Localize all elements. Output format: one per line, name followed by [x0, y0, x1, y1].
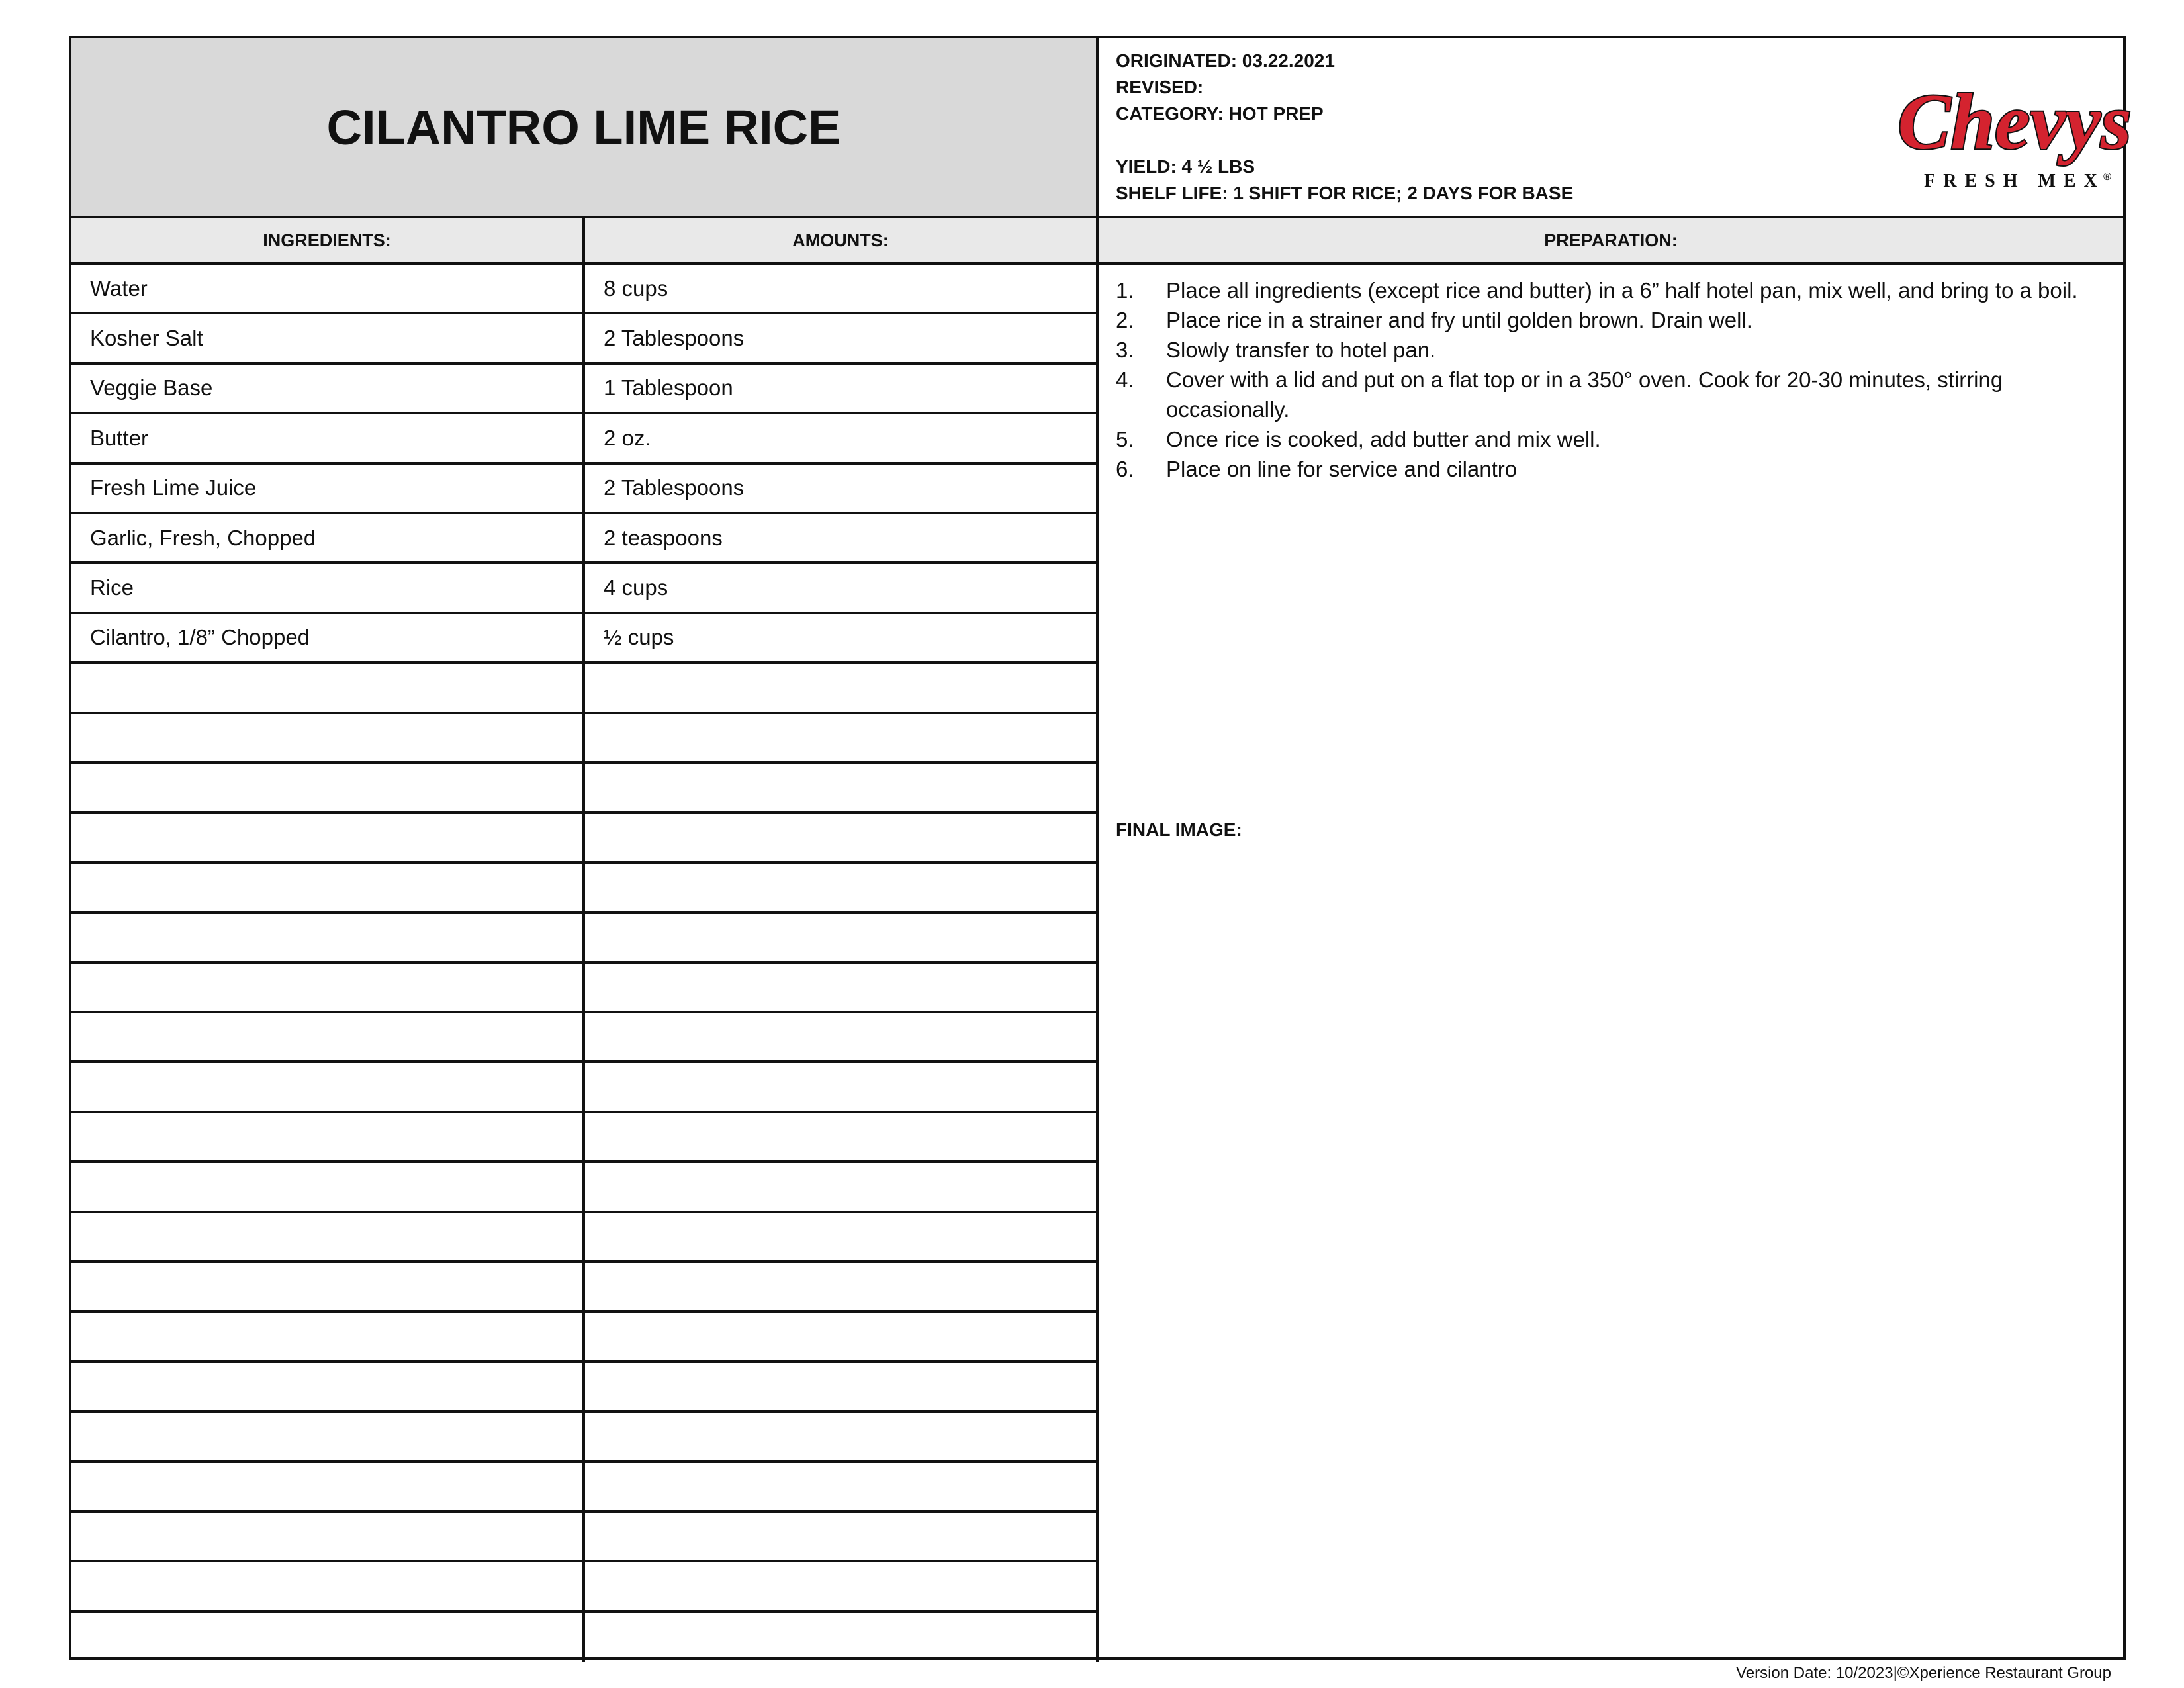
ingredient-name: Cilantro, 1/8” Chopped	[71, 614, 585, 661]
logo-brand: Chevys	[1897, 77, 2132, 165]
ingredient-name	[71, 1463, 585, 1510]
ingredient-name	[71, 1562, 585, 1609]
step-text: Cover with a lid and put on a flat top or in a 350° oven. Cook for 20-30 minutes, stirring occasionally.	[1166, 367, 2003, 422]
table-row	[71, 514, 1099, 564]
ingredient-amount	[585, 714, 1099, 761]
table-row	[71, 1463, 1099, 1513]
ingredient-amount	[585, 814, 1099, 861]
ingredient-amount	[585, 1363, 1099, 1410]
ingredient-name: Water	[71, 265, 585, 312]
table-row	[71, 714, 1099, 764]
table-row	[71, 414, 1099, 464]
ingredient-name	[71, 914, 585, 961]
logo-tagline: FRESH MEX	[1924, 171, 2105, 191]
table-row	[71, 314, 1099, 364]
ingredient-amount	[585, 764, 1099, 811]
ingredient-amount: ½ cups	[585, 614, 1099, 661]
ingredient-amount	[585, 1562, 1099, 1609]
ingredient-name: Rice	[71, 564, 585, 611]
step-number: 5.	[1116, 427, 1134, 451]
ingredient-amount: 8 cups	[585, 265, 1099, 312]
ingredient-amount	[585, 1313, 1099, 1360]
ingredient-name	[71, 864, 585, 911]
ingredient-amount	[585, 1113, 1099, 1160]
ingredient-name	[71, 1163, 585, 1210]
ingredient-amount: 2 teaspoons	[585, 514, 1099, 561]
table-row	[71, 1213, 1099, 1263]
ingredient-name	[71, 1513, 585, 1560]
ingredient-name: Kosher Salt	[71, 314, 585, 361]
ingredient-amount	[585, 1513, 1099, 1560]
meta-cell	[1099, 38, 2132, 218]
ingredient-amount	[585, 1213, 1099, 1260]
ingredient-amount	[585, 864, 1099, 911]
step-text: Place on line for service and cilantro	[1166, 457, 1518, 481]
table-row	[71, 614, 1099, 664]
preparation-step	[1116, 365, 2095, 424]
ingredient-amount	[585, 914, 1099, 961]
ingredient-name: Veggie Base	[71, 365, 585, 412]
table-row	[71, 365, 1099, 414]
ingredient-amount	[585, 964, 1099, 1011]
table-row	[71, 964, 1099, 1013]
preparation-column-header: PREPARATION:	[1099, 218, 2123, 265]
table-row	[71, 1013, 1099, 1063]
ingredient-amount: 4 cups	[585, 564, 1099, 611]
preparation-step	[1116, 305, 2095, 335]
table-row	[71, 914, 1099, 963]
step-number: 6.	[1116, 457, 1134, 481]
recipe-card	[69, 36, 2132, 1660]
title-cell	[71, 38, 1099, 218]
step-number: 2.	[1116, 308, 1134, 332]
ingredient-amount: 2 oz.	[585, 414, 1099, 461]
ingredient-name	[71, 814, 585, 861]
ingredient-name	[71, 1263, 585, 1310]
table-row	[71, 1313, 1099, 1362]
ingredient-name	[71, 764, 585, 811]
ingredient-amount: 2 Tablespoons	[585, 314, 1099, 361]
ingredient-name	[71, 664, 585, 711]
ingredient-name	[71, 1113, 585, 1160]
recipe-title: CILANTRO LIME RICE	[326, 99, 841, 155]
ingredient-amount	[585, 1463, 1099, 1510]
table-row	[71, 764, 1099, 814]
ingredient-name	[71, 1013, 585, 1060]
shelf-life: SHELF LIFE: 1 SHIFT FOR RICE; 2 DAYS FOR BASE	[1116, 183, 1574, 203]
ingredient-name	[71, 1363, 585, 1410]
ingredient-amount	[585, 1263, 1099, 1310]
preparation-step	[1116, 424, 2095, 454]
step-number: 4.	[1116, 367, 1134, 392]
step-text: Place rice in a strainer and fry until golden brown. Drain well.	[1166, 308, 1752, 332]
ingredient-name: Garlic, Fresh, Chopped	[71, 514, 585, 561]
ingredient-name	[71, 964, 585, 1011]
table-row	[71, 664, 1099, 714]
category: CATEGORY: HOT PREP	[1116, 103, 1324, 124]
table-row	[71, 1263, 1099, 1313]
table-row	[71, 1613, 1099, 1662]
ingredient-amount	[585, 1013, 1099, 1060]
step-number: 1.	[1116, 278, 1134, 303]
ingredient-amount	[585, 1063, 1099, 1110]
amounts-column-header: AMOUNTS:	[585, 218, 1099, 265]
preparation-step	[1116, 454, 2095, 484]
ingredient-amount: 2 Tablespoons	[585, 465, 1099, 512]
step-text: Once rice is cooked, add butter and mix well.	[1166, 427, 1601, 451]
ingredient-amount	[585, 1413, 1099, 1460]
table-row	[71, 814, 1099, 863]
preparation-area	[1099, 265, 2123, 1657]
ingredient-amount	[585, 1163, 1099, 1210]
step-number: 3.	[1116, 338, 1134, 362]
preparation-steps	[1116, 275, 2095, 484]
table-row	[71, 864, 1099, 914]
preparation-step	[1116, 335, 2095, 365]
table-row	[71, 1363, 1099, 1413]
table-row	[71, 465, 1099, 514]
table-row	[71, 564, 1099, 614]
ingredient-name	[71, 1413, 585, 1460]
ingredient-amount: 1 Tablespoon	[585, 365, 1099, 412]
version-footer: Version Date: 10/2023|©Xperience Restaurant Group	[1736, 1664, 2111, 1682]
ingredient-amount	[585, 664, 1099, 711]
ingredient-name	[71, 1613, 585, 1662]
ingredient-name: Fresh Lime Juice	[71, 465, 585, 512]
table-row	[71, 1513, 1099, 1562]
table-row	[71, 1163, 1099, 1213]
revised-date: REVISED:	[1116, 77, 1204, 97]
chevys-logo	[1897, 64, 2132, 193]
table-row	[71, 1562, 1099, 1612]
yield: YIELD: 4 ½ LBS	[1116, 156, 1255, 177]
table-row	[71, 265, 1099, 314]
table-row	[71, 1063, 1099, 1113]
ingredient-name	[71, 714, 585, 761]
ingredient-amount	[585, 1613, 1099, 1662]
ingredient-name	[71, 1213, 585, 1260]
ingredient-name: Butter	[71, 414, 585, 461]
step-text: Place all ingredients (except rice and butter) in a 6” half hotel pan, mix well, and bring to a boil.	[1166, 278, 2078, 303]
originated-date: ORIGINATED: 03.22.2021	[1116, 50, 1335, 71]
step-text: Slowly transfer to hotel pan.	[1166, 338, 1436, 362]
preparation-step	[1116, 275, 2095, 305]
ingredient-name	[71, 1313, 585, 1360]
ingredient-name	[71, 1063, 585, 1110]
table-row	[71, 1113, 1099, 1163]
final-image-label: FINAL IMAGE:	[1116, 820, 1242, 840]
table-row	[71, 1413, 1099, 1462]
ingredients-column-header: INGREDIENTS:	[71, 218, 585, 265]
logo-registered-mark: ®	[2103, 171, 2111, 183]
